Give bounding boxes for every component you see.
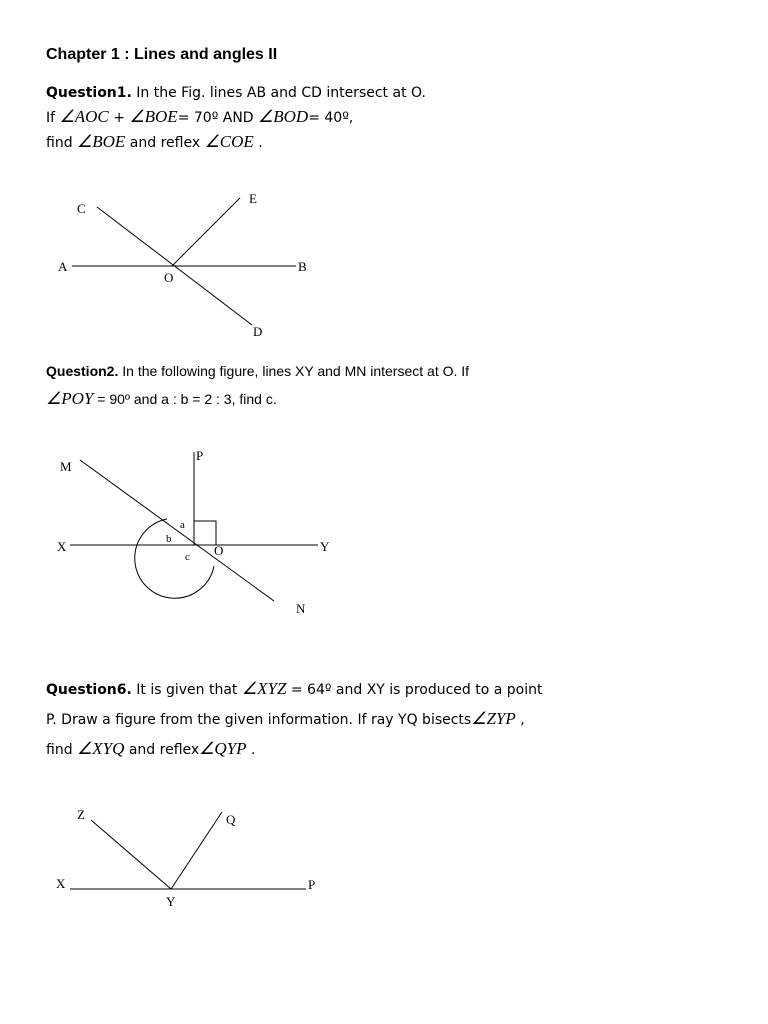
label-p3: P (308, 877, 316, 892)
label-n: N (296, 601, 306, 616)
angle-boe: ∠BOE (129, 107, 178, 126)
q6-text-2: P. Draw a figure from the given information. If ray YQ bisects (46, 712, 472, 728)
q2-text-2: = 90º and a : b = 2 : 3, find c. (93, 391, 277, 407)
label-e: E (249, 191, 257, 206)
angle-aoc: ∠AOC (59, 107, 109, 126)
label-a: A (58, 259, 68, 274)
angle-coe: ∠COE (204, 132, 254, 151)
q6-text-1a: It is given that (131, 682, 242, 698)
q1-and-reflex: and reflex (125, 135, 205, 151)
q1-eq40: = 40º, (308, 110, 354, 126)
label-o2: O (214, 543, 224, 558)
q6-label: Question6. (46, 682, 132, 698)
angle-arc-c (135, 519, 214, 598)
label-x3: X (56, 876, 66, 891)
label-angle-a: a (180, 519, 185, 531)
q2-text-1: In the following figure, lines XY and MN intersect at O. If (118, 363, 470, 379)
label-y3: Y (166, 894, 176, 909)
right-angle-mark (194, 521, 216, 545)
figure-1-labels (58, 191, 307, 339)
label-z: Z (77, 807, 85, 822)
q1-text-1: In the Fig. lines AB and CD intersect at O. (131, 85, 426, 101)
angle-xyz: ∠XYZ (241, 679, 287, 698)
label-b: B (298, 259, 307, 274)
label-p: P (196, 448, 204, 463)
angle-qyp: ∠QYP (199, 739, 247, 758)
angle-xyq: ∠XYQ (77, 739, 125, 758)
q6-comma: , (515, 712, 525, 728)
q2-label: Question2. (46, 363, 119, 379)
label-x: X (57, 539, 67, 554)
angle-zyp: ∠ZYP (471, 709, 516, 728)
line-mn (80, 460, 274, 601)
q6-find: find (46, 742, 78, 758)
label-angle-b: b (166, 533, 172, 545)
label-q: Q (226, 812, 236, 827)
angle-boe-2: ∠BOE (77, 132, 126, 151)
label-angle-c: c (185, 551, 190, 563)
q1-label: Question1. (46, 85, 132, 101)
q1-find: find (46, 135, 78, 151)
ray-yq (171, 812, 222, 889)
chapter-title: Chapter 1 : Lines and angles II (46, 46, 278, 63)
angle-bod: ∠BOD (258, 107, 309, 126)
ray-yz (91, 820, 171, 889)
figure-1 (72, 198, 296, 325)
label-d: D (253, 324, 263, 339)
label-y: Y (320, 539, 330, 554)
q6-text-1b: = 64º and XY is produced to a point (286, 682, 543, 698)
q1-eq70: = 70º AND (177, 110, 259, 126)
figure-3 (70, 812, 306, 889)
q1-plus: + (108, 110, 130, 126)
q1-period: . (253, 135, 263, 151)
label-m: M (60, 459, 72, 474)
angle-poy: ∠POY (46, 389, 94, 408)
figure-3-labels (56, 807, 315, 909)
label-c: C (77, 201, 86, 216)
ray-oe (172, 198, 240, 266)
q6-period: . (246, 742, 256, 758)
q1-if: If (46, 110, 60, 126)
figure-2 (70, 452, 318, 601)
label-o: O (164, 270, 174, 285)
q6-and-reflex: and reflex (124, 742, 200, 758)
